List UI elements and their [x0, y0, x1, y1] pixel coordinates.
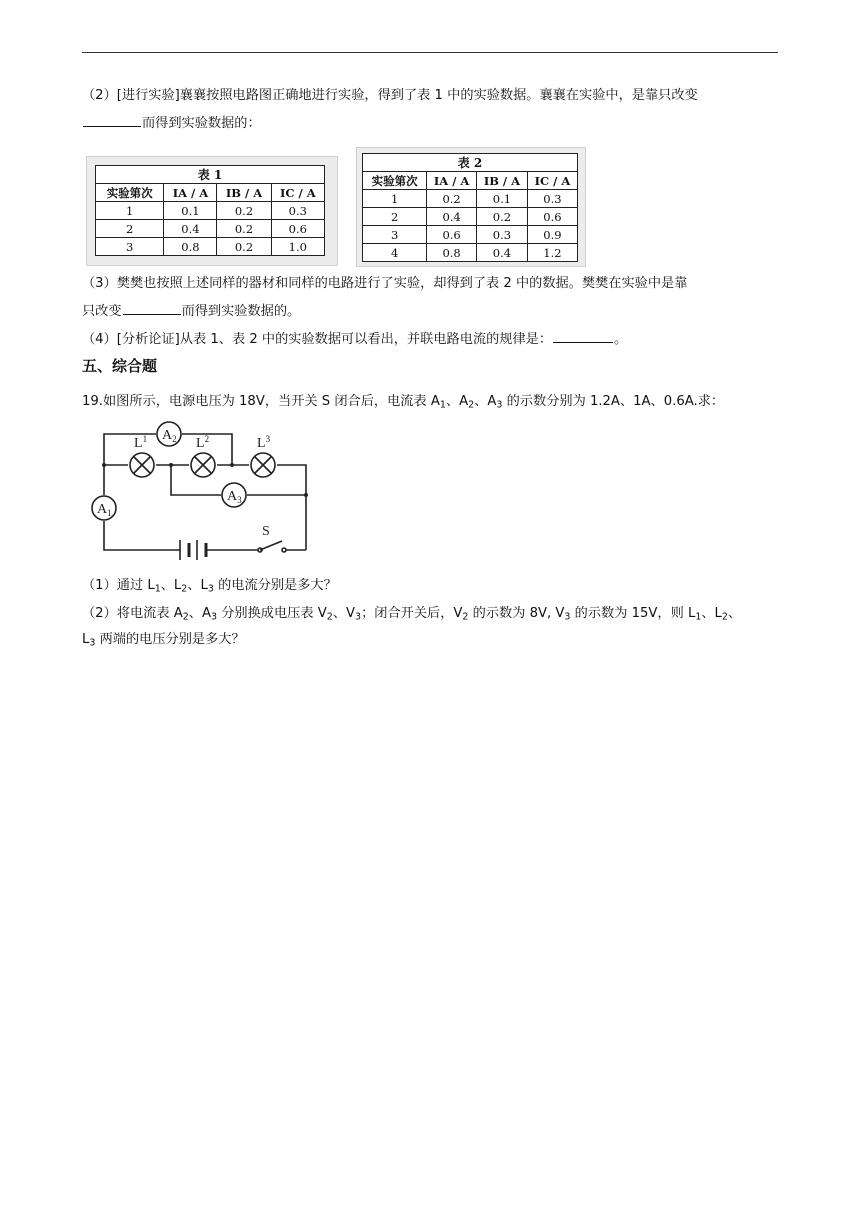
lamp-l3-icon: [251, 453, 275, 477]
table-cell: 0.2: [477, 208, 528, 226]
table-cell: 3: [96, 238, 164, 256]
q19-stem-a: 19.如图所示，电源电压为 18V，当开关 S 闭合后，电流表 A: [82, 394, 440, 409]
subscript: 2: [721, 611, 728, 623]
table-cell: 0.9: [527, 226, 577, 244]
q3-suffix: 而得到实验数据的。: [181, 304, 301, 319]
q2-suffix: 而得到实验数据的：: [142, 116, 261, 131]
l3-label: $L^3$: [257, 434, 271, 451]
table-cell: 3: [363, 226, 427, 244]
q19-2-e: ；闭合开关后，V: [361, 606, 463, 621]
q4-text: （4）[分析论证]从表 1、表 2 中的实验数据可以看出，并联电路电流的规律是：: [82, 332, 553, 347]
table-cell: 0.6: [271, 220, 324, 238]
table-cell: 0.2: [427, 190, 477, 208]
table-cell: 0.1: [477, 190, 528, 208]
junction-dot: [230, 463, 234, 467]
table-row: [363, 244, 578, 262]
a1-label: $A_1$: [97, 502, 112, 518]
subscript: 1: [154, 583, 161, 595]
table-cell: 1.2: [527, 244, 577, 262]
section-heading: 五、综合题: [82, 357, 158, 375]
wire: [104, 521, 180, 550]
table1-caption: 表 1: [96, 166, 325, 184]
table-cell: 1.0: [271, 238, 324, 256]
subscript: 2: [462, 611, 469, 623]
table-cell: 0.4: [427, 208, 477, 226]
q2-line2: [82, 112, 261, 134]
q3-blank: [123, 300, 181, 315]
subscript: 3: [355, 611, 362, 623]
table-cell: 0.8: [164, 238, 217, 256]
subscript: 2: [468, 399, 475, 411]
subscript: 3: [564, 611, 571, 623]
table-cell: 1: [96, 202, 164, 220]
table2-caption: 表 2: [363, 154, 578, 172]
subscript: 3: [207, 583, 214, 595]
lamp-l2-icon: [191, 453, 215, 477]
table-cell: 0.3: [271, 202, 324, 220]
subscript: 2: [182, 611, 189, 623]
table2-image: [356, 147, 586, 267]
l1-label: $L^1$: [134, 434, 148, 451]
q3-text: （3）樊樊也按照上述同样的器材和同样的电路进行了实验，却得到了表 2 中的数据。樊樊在实验中是靠: [82, 276, 688, 291]
junction-dot: [169, 463, 173, 467]
circuit-diagram: [82, 420, 322, 565]
q4-suffix: 。: [614, 332, 628, 347]
q19-stem-c: 、A: [474, 394, 497, 409]
table-cell: 0.3: [477, 226, 528, 244]
subscript: 1: [439, 399, 446, 411]
table-cell: 0.2: [217, 238, 271, 256]
table-cell: 0.4: [477, 244, 528, 262]
q19-1-a: （1）通过 L: [82, 578, 155, 593]
junction-dot: [304, 493, 308, 497]
table1-header: 实验第次: [96, 184, 164, 202]
table-row: [96, 238, 325, 256]
subscript: 2: [326, 611, 333, 623]
table-cell: 1: [363, 190, 427, 208]
table-cell: 0.6: [527, 208, 577, 226]
table-cell: 0.8: [427, 244, 477, 262]
subscript: 3: [89, 637, 96, 649]
table2-header: IB / A: [477, 172, 528, 190]
q19-2-j: L: [82, 632, 90, 647]
subscript: 3: [496, 399, 503, 411]
table1-header: IC / A: [271, 184, 324, 202]
table2-header: 实验第次: [363, 172, 427, 190]
table-cell: 2: [363, 208, 427, 226]
table2-header: IC / A: [527, 172, 577, 190]
wire: [277, 465, 306, 550]
subscript: 1: [695, 611, 702, 623]
table2: [362, 153, 578, 262]
table1-image: [86, 156, 338, 266]
switch-blade: [260, 541, 282, 550]
table-cell: 4: [363, 244, 427, 262]
q2-text: （2）[进行实验]襄襄按照电路图正确地进行实验，得到了表 1 中的实验数据。襄襄在实验中，是靠只改变: [82, 88, 698, 103]
table-cell: 2: [96, 220, 164, 238]
q19-1-b: 、L: [160, 578, 182, 593]
q3-line2: [82, 300, 300, 322]
q2-line1: [82, 86, 698, 106]
q19-stem: [82, 392, 724, 415]
table1-header: IA / A: [164, 184, 217, 202]
q19-2-k: 两端的电压分别是多大？: [95, 632, 245, 647]
table2-header-row: [363, 172, 578, 190]
table-cell: 0.1: [164, 202, 217, 220]
q19-1-c: 、L: [187, 578, 208, 593]
switch-label: S: [262, 524, 270, 539]
table-cell: 0.3: [527, 190, 577, 208]
q19-part2-line2: [82, 630, 245, 653]
table-cell: 0.2: [217, 202, 271, 220]
table-row: [363, 190, 578, 208]
q3-line1: [82, 274, 687, 294]
a2-label: $A_2$: [162, 428, 177, 444]
q19-2-h: 、L: [701, 606, 722, 621]
q19-1-d: 的电流分别是多大？: [213, 578, 337, 593]
table-row: [96, 220, 325, 238]
table2-header: IA / A: [427, 172, 477, 190]
table1-header-row: [96, 184, 325, 202]
table-row: [363, 208, 578, 226]
header-rule: [82, 52, 778, 53]
subscript: 3: [211, 611, 218, 623]
table1: [95, 165, 325, 256]
q3-prefix: 只改变: [82, 304, 122, 319]
q19-2-b: 、A: [188, 606, 211, 621]
subscript: 2: [181, 583, 188, 595]
a3-label: $A_3$: [227, 489, 242, 505]
q4-line: [82, 328, 627, 350]
q2-blank: [83, 112, 141, 127]
table-cell: 0.6: [427, 226, 477, 244]
table-cell: 0.2: [217, 220, 271, 238]
table1-header: IB / A: [217, 184, 271, 202]
junction-dot: [102, 463, 106, 467]
table-row: [96, 202, 325, 220]
table-cell: 0.4: [164, 220, 217, 238]
l2-label: $L^2$: [196, 434, 210, 451]
q19-2-d: 、V: [332, 606, 356, 621]
lamp-l1-icon: [130, 453, 154, 477]
q19-stem-b: 、A: [445, 394, 469, 409]
q19-2-g: 的示数为 15V，则 L: [570, 606, 696, 621]
q19-2-a: （2）将电流表 A: [82, 606, 183, 621]
q19-2-f: 的示数为 8V, V: [468, 606, 565, 621]
q19-2-c: 分别换成电压表 V: [217, 606, 327, 621]
switch-contact: [282, 548, 286, 552]
q19-part2-line1: [82, 604, 741, 627]
table-row: [363, 226, 578, 244]
q19-2-i: 、: [727, 606, 742, 621]
q19-part1: [82, 576, 337, 599]
q4-blank: [553, 328, 613, 343]
q19-stem-d: 的示数分别为 1.2A、1A、0.6A.求：: [502, 394, 725, 409]
